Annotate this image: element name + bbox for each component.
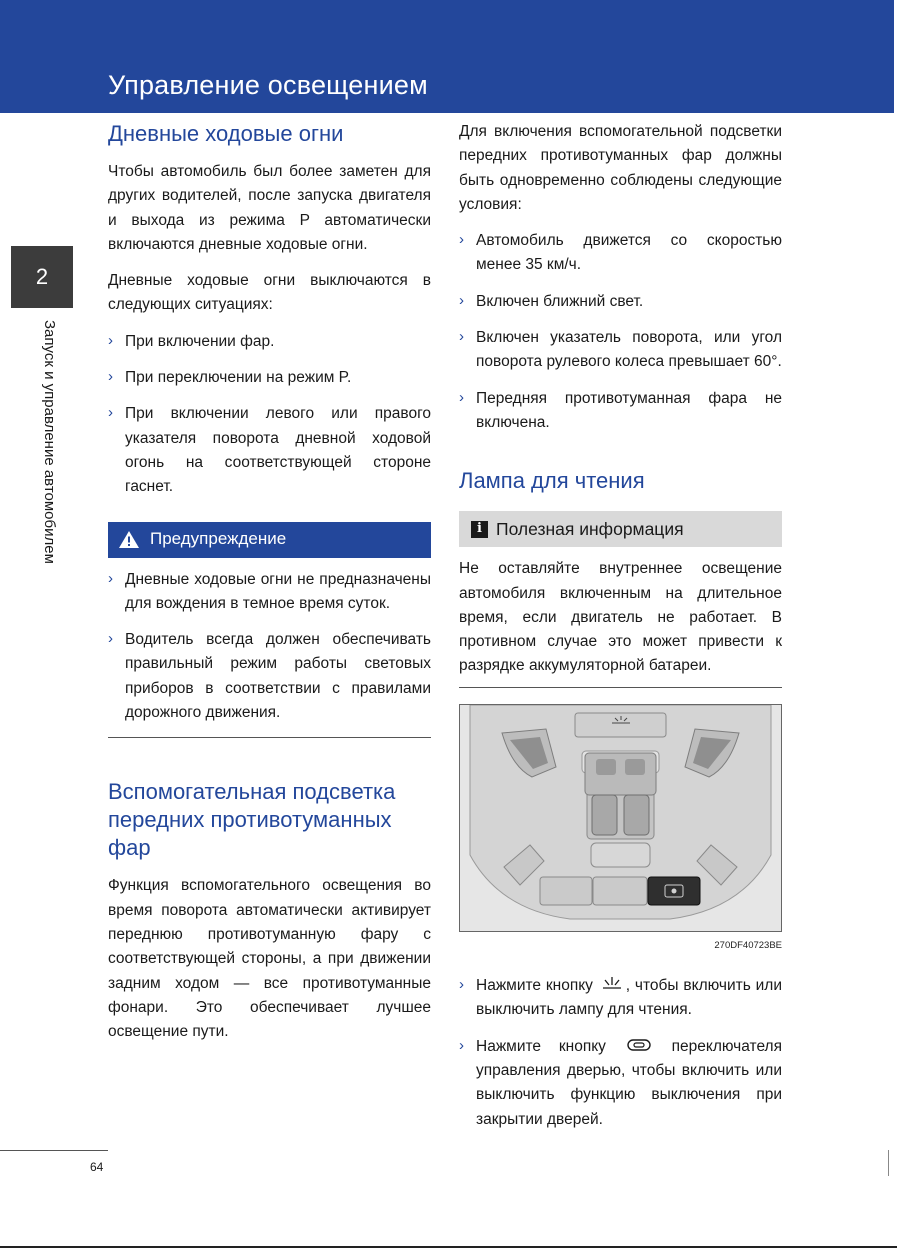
page-number: 64 <box>90 1160 104 1174</box>
drl-intro: Чтобы автомобиль был более заметен для других водителей, после запуска двигателя и выхода из режима P автоматически включаются дневные ходовые огни. <box>108 163 431 253</box>
list-item: › Водитель всегда должен обеспечивать правильный режим работы световых приборов в соответствии с правилами дорожного движения. <box>108 628 431 725</box>
chevron-right-icon: › <box>108 569 113 587</box>
info-text: Не оставляйте внутреннее освещение автомобиля включенным на длительное время, если двигатель не работает. В противном случае это может привести к разрядке аккумуляторной батареи. <box>459 560 782 675</box>
warning-list <box>108 568 431 726</box>
drl-list <box>108 330 431 500</box>
list-item: › Нажмите кнопку переключателя управления дверью, чтобы включить или выключить функцию выключения при закрытии дверей. <box>459 1035 782 1132</box>
chevron-right-icon: › <box>459 388 464 406</box>
footer-edge-mark <box>888 1150 889 1176</box>
divider <box>108 737 431 738</box>
fog-assist-title: Вспомогательная подсветка передних противотуманных фар <box>108 779 396 861</box>
fog-conditions-list <box>459 229 782 435</box>
chevron-right-icon: › <box>459 328 464 346</box>
reading-lamp-icon <box>600 976 624 992</box>
chevron-right-icon: › <box>459 231 464 249</box>
info-icon: i <box>471 521 488 538</box>
list-item: › Включен указатель поворота, или угол поворота рулевого колеса превышает 60°. <box>459 326 782 375</box>
info-title: Полезная информация <box>496 519 684 540</box>
chevron-right-icon: › <box>108 404 113 422</box>
list-item: › Автомобиль движется со скоростью менее 35 км/ч. <box>459 229 782 278</box>
page-header <box>0 0 897 113</box>
list-item: › При переключении на режим P. <box>108 366 431 390</box>
warning-header <box>108 522 431 558</box>
fog-conditions-intro: Для включения вспомогательной подсветки передних противотуманных фар должны быть одновременно соблюдены следующие условия: <box>459 123 782 213</box>
drl-title: Дневные ходовые огни <box>108 121 344 146</box>
list-item: › Нажмите кнопку , чтобы включить или выключить лампу для чтения. <box>459 974 782 1023</box>
footer-divider <box>0 1150 108 1151</box>
chevron-right-icon: › <box>108 630 113 648</box>
figure-code: 270DF40723BE <box>714 939 782 951</box>
list-item: › Передняя противотуманная фара не включена. <box>459 387 782 436</box>
fog-assist-body: Функция вспомогательного освещения во время поворота автоматически активирует переднюю противотуманную фару с соответствующей стороны, а при движении задним ходом — все противотуманные фонари. Это обеспечивает лучшее освещение пути. <box>108 877 431 1041</box>
left-column <box>108 120 431 1056</box>
chevron-right-icon: › <box>459 1036 464 1054</box>
door-lamp-icon <box>626 1037 652 1053</box>
list-item: › Дневные ходовые огни не предназначены для вождения в темное время суток. <box>108 568 431 617</box>
chevron-right-icon: › <box>108 368 113 386</box>
right-column <box>459 120 782 1144</box>
drl-off-intro: Дневные ходовые огни выключаются в следующих ситуациях: <box>108 272 431 314</box>
overhead-console-figure <box>459 704 782 932</box>
list-item: › При включении фар. <box>108 330 431 354</box>
chevron-right-icon: › <box>108 331 113 349</box>
page-title: Управление освещением <box>108 70 428 100</box>
chapter-tab: 2 <box>11 246 73 308</box>
reading-lamp-steps <box>459 974 782 1132</box>
list-item: › Включен ближний свет. <box>459 290 782 314</box>
list-item: › При включении левого или правого указателя поворота дневной ходовой огонь на соответствующей стороне гаснет. <box>108 402 431 499</box>
chevron-right-icon: › <box>459 291 464 309</box>
chevron-right-icon: › <box>459 976 464 994</box>
warning-title: Предупреждение <box>150 529 287 549</box>
info-header <box>459 511 782 547</box>
reading-lamp-title: Лампа для чтения <box>459 468 645 494</box>
chapter-label: Запуск и управление автомобилем <box>41 320 58 564</box>
divider <box>459 687 782 688</box>
overhead-console-illustration <box>460 705 781 931</box>
warning-icon <box>118 530 140 549</box>
